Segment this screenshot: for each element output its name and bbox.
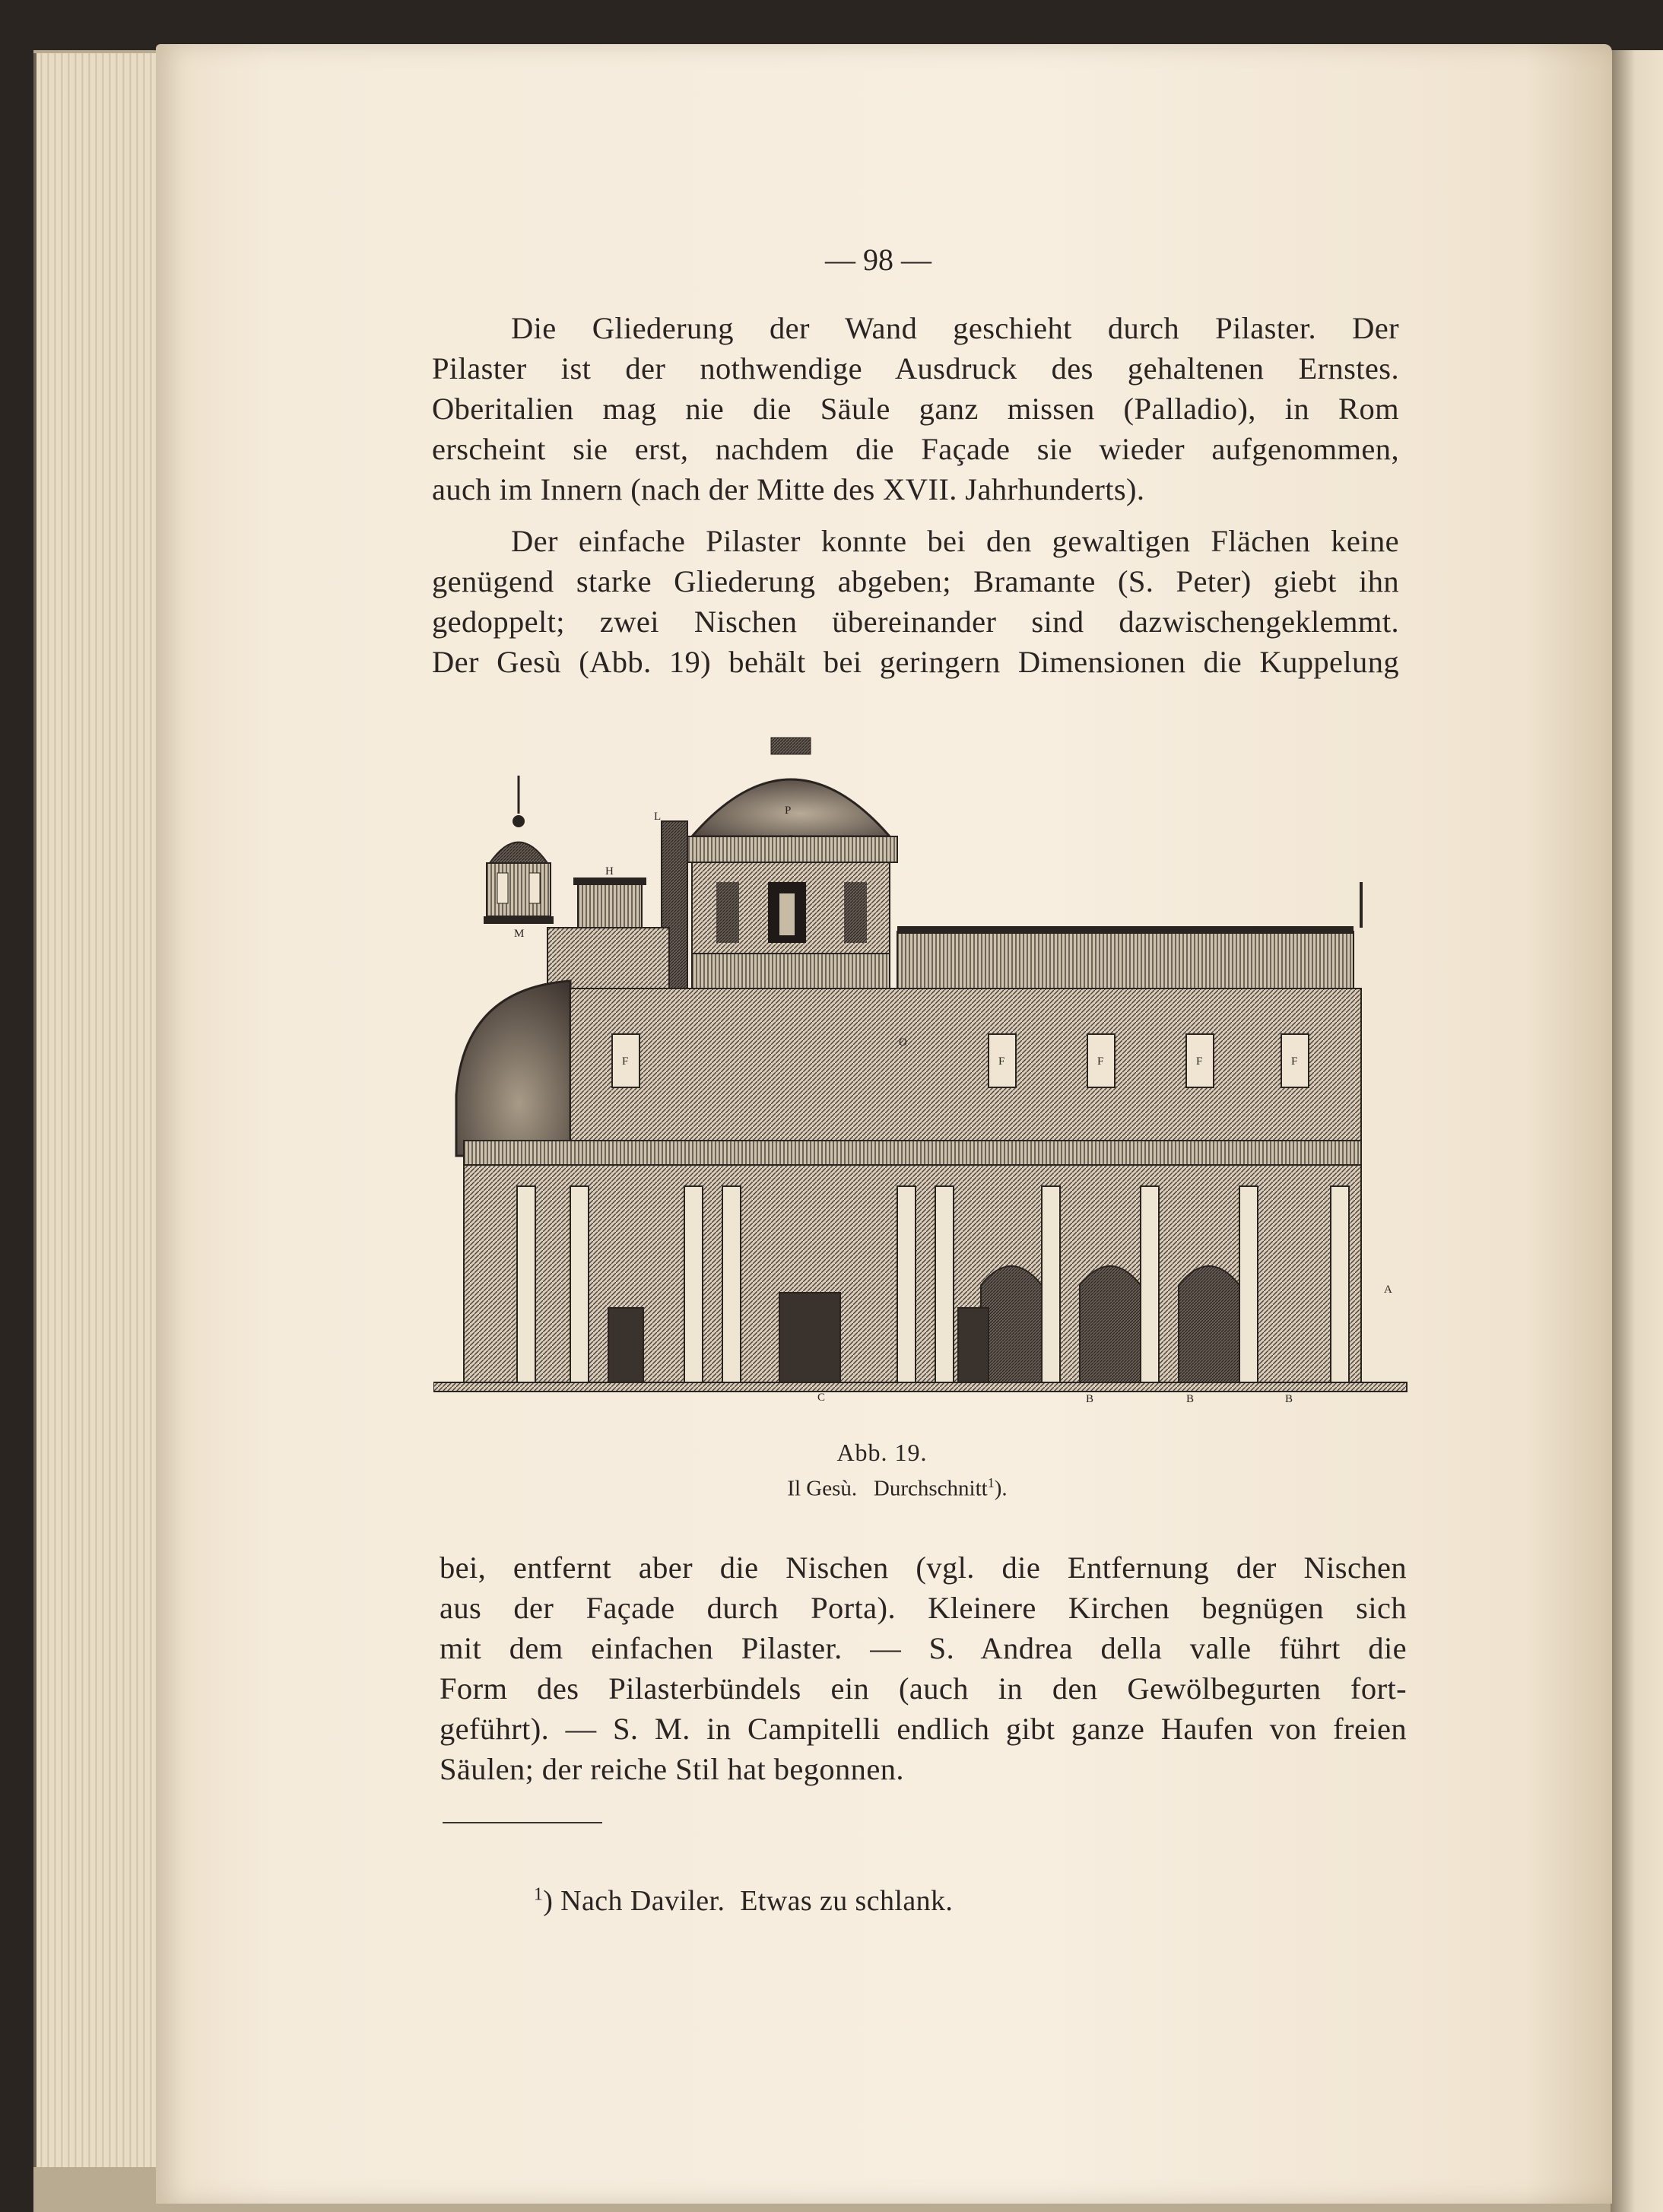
left-roof bbox=[547, 928, 669, 989]
apse-vault bbox=[456, 981, 570, 1156]
label-f: F bbox=[622, 1055, 629, 1068]
paragraph-line: Form des Pilasterbündels ein (auch in den Gewölbegurten fort- bbox=[440, 1671, 1407, 1706]
paragraph-line: erscheint sie erst, nachdem die Façade sie wieder aufgenommen, bbox=[432, 432, 1399, 466]
label-o: O bbox=[899, 1036, 907, 1049]
label-c: C bbox=[817, 1392, 826, 1404]
paragraph-line: Die Gliederung der Wand geschieht durch Pilaster. Der bbox=[511, 311, 1399, 345]
label-f: F bbox=[998, 1055, 1005, 1068]
paragraph-line: Der Gesù (Abb. 19) behält bei geringern Dimensionen die Kuppelung bbox=[432, 645, 1399, 679]
footnote bbox=[519, 1851, 953, 1918]
label-a: A bbox=[1384, 1284, 1392, 1296]
paragraph-line: aus der Façade durch Porta). Kleinere Kirchen begnügen sich bbox=[440, 1591, 1407, 1625]
page-number: — 98 — bbox=[825, 243, 931, 277]
caption-footnote-mark: 1 bbox=[987, 1475, 995, 1490]
caption-close: ). bbox=[994, 1476, 1008, 1501]
paragraph-line: Säulen; der reiche Stil hat begonnen. bbox=[440, 1752, 904, 1786]
label-b: B bbox=[1086, 1393, 1094, 1405]
paragraph-line: geführt). — S. M. in Campitelli endlich gibt ganze Haufen von freien bbox=[440, 1712, 1407, 1746]
paragraph-line: auch im Innern (nach der Mitte des XVII. Jahrhunderts). bbox=[432, 472, 1145, 506]
cornice bbox=[464, 1141, 1361, 1165]
figure-caption bbox=[700, 1475, 1095, 1502]
nave-upper-wall bbox=[570, 989, 1361, 1141]
label-b: B bbox=[1285, 1393, 1293, 1405]
paragraph-line: Der einfache Pilaster konnte bei den gewaltigen Flächen keine bbox=[511, 524, 1399, 558]
paragraph-line: genügend starke Gliederung abgeben; Bramante (S. Peter) giebt ihn bbox=[432, 564, 1399, 598]
facing-page-edge bbox=[1611, 50, 1663, 2212]
paragraph-line: Pilaster ist der nothwendige Ausdruck des gehaltenen Ernstes. bbox=[432, 351, 1399, 386]
ground-line bbox=[433, 1382, 1407, 1392]
figure-caption-number: Abb. 19. bbox=[836, 1439, 928, 1466]
label-l: L bbox=[654, 811, 662, 823]
lantern-detail bbox=[484, 776, 554, 924]
label-f: F bbox=[1291, 1055, 1298, 1068]
label-b: B bbox=[1186, 1393, 1195, 1405]
nave-roof bbox=[897, 882, 1361, 989]
footnote-text: ) Nach Daviler. Etwas zu schlank. bbox=[543, 1885, 954, 1917]
figure-caption-text: Il Gesù. Durchschnitt bbox=[787, 1476, 988, 1501]
paragraph-line: mit dem einfachen Pilaster. — S. Andrea della valle führt die bbox=[440, 1631, 1407, 1665]
label-p: P bbox=[785, 805, 792, 817]
paragraph-line: bei, entfernt aber die Nischen (vgl. die Entfernung der Nischen bbox=[440, 1550, 1407, 1585]
chapel-arches bbox=[981, 1266, 1239, 1382]
label-f: F bbox=[1196, 1055, 1203, 1068]
label-h: H bbox=[605, 865, 614, 878]
paragraph-line: Oberitalien mag nie die Säule ganz missen (Palladio), in Rom bbox=[432, 392, 1399, 426]
paragraph-line: gedoppelt; zwei Nischen übereinander sind dazwischengeklemmt. bbox=[432, 605, 1399, 639]
footnote-mark: 1 bbox=[533, 1884, 544, 1905]
dome bbox=[684, 738, 897, 989]
church-section-illustration bbox=[433, 730, 1414, 1422]
roof-house bbox=[573, 878, 646, 928]
label-m: M bbox=[514, 928, 525, 940]
footnote-rule bbox=[443, 1822, 602, 1823]
label-f: F bbox=[1097, 1055, 1104, 1068]
